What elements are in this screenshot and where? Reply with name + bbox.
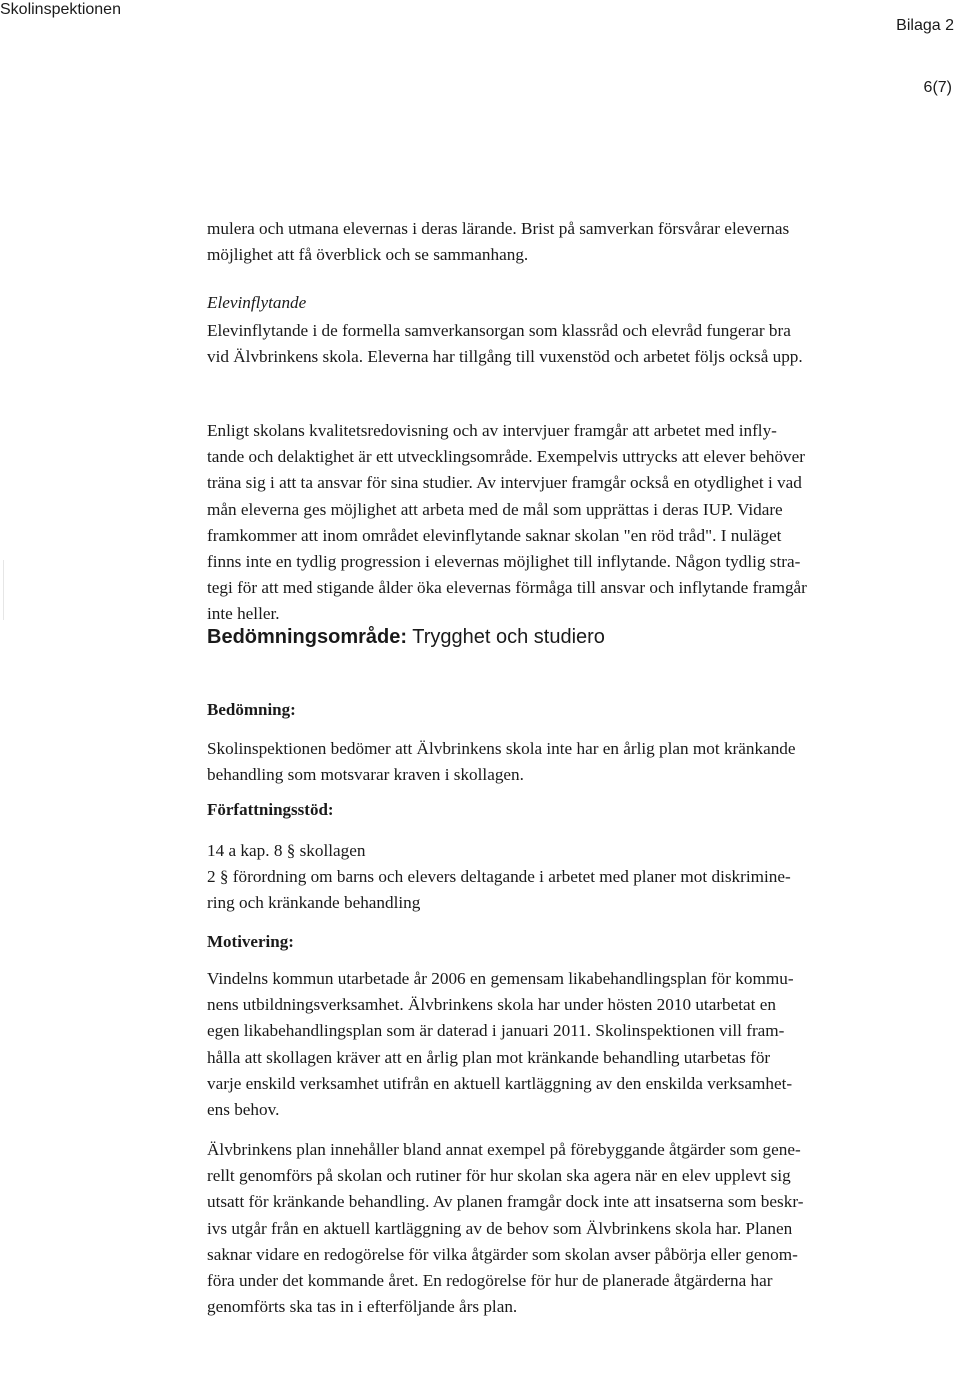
forfattningsstod-references <box>207 838 957 917</box>
motivering-label: Motivering: <box>207 932 294 951</box>
forfattningsstod-label: Författningsstöd: <box>207 800 334 819</box>
elevinflytande-heading: Elevinflytande <box>207 293 307 312</box>
section-title <box>207 624 957 650</box>
motivering-paragraph-2 <box>207 1137 957 1320</box>
page-number: 6(7) <box>923 79 952 96</box>
elevinflytande-text-1: Elevinflytande i de formella samverkansorgan som klassråd och elevråd fungerar bra vid Älvbrinkens skola. Eleverna har tillgång till vuxenstöd och arbetet följs också upp. <box>207 321 803 367</box>
header-appendix: Bilaga 2 <box>896 17 954 34</box>
header-organization: Skolinspektionen <box>0 1 121 18</box>
motivering-text-1: Vindelns kommun utarbetade år 2006 en gemensam likabehandlingsplan för kommu- nens utbildningsverksamhet. Älvbrinkens skola har under hösten 2010 utarbetat en egen likabehandlingsplan som är daterad i januari 2011. Skolinspektionen vill fram- hålla att skollagen kräver att en årlig plan mot kränkande behandling utarbetas för varje enskild verksamhet utifrån en aktuell kartläggning av den enskilda verksamhet- ens behov. <box>207 969 794 1120</box>
motivering-text-2: Älvbrinkens plan innehåller bland annat exempel på förebyggande åtgärder som gene- rellt genomförs på skolan och rutiner för hur skolan ska agera när en elev upplevt sig utsatt för kränkande behandling. Av planen framgår dock inte att insatserna som beskr- ivs utgår från en aktuell kartläggning av de behov som Älvbrinkens skola har. Planen saknar vidare en redogörelse för vilka åtgärder som skolan avser påbörja eller genom- föra under det kommande året. En redogörelse för hur de planerade åtgärderna har genomförts ska tas in i efterföljande års plan. <box>207 1140 804 1317</box>
elevinflytande-paragraph-1 <box>207 318 957 370</box>
bedomning-paragraph <box>207 736 957 788</box>
bedomning-label: Bedömning: <box>207 700 296 719</box>
motivering-paragraph-1 <box>207 966 957 1123</box>
intro-text: mulera och utmana elevernas i deras lärande. Brist på samverkan försvårar elevernas möjlighet att få överblick och se sammanhang. <box>207 219 790 265</box>
intro-paragraph <box>207 216 957 268</box>
forfattningsstod-text: 14 a kap. 8 § skollagen 2 § förordning om barns och elevers deltagande i arbetet med planer mot diskrimine- ring och kränkande behandling <box>207 841 791 913</box>
bedomning-text: Skolinspektionen bedömer att Älvbrinkens skola inte har en årlig plan mot kränkande behandling som motsvarar kraven i skollagen. <box>207 739 796 785</box>
section-label: Bedömningsområde: <box>207 626 408 648</box>
scan-edge-mark <box>3 560 4 620</box>
elevinflytande-text-2: Enligt skolans kvalitetsredovisning och av intervjuer framgår att arbetet med infly- tande och delaktighet är ett utvecklingsområde. Exempelvis uttrycks att elever behöver träna sig i att ta ansvar för sina studier. Av intervjuer framgår också en otydlighet i vad mån eleverna ges möjlighet att arbeta med de mål som upprättas i deras IUP. Vidare framkommer att inom området elevinflytande saknar skolan "en röd tråd". I nuläget finns inte en tydlig progression i elevernas möjlighet till inflytande. Någon tydlig stra- tegi för att med stigande ålder öka elevernas förmåga till ansvar och inflytande framgår inte heller. <box>207 421 807 624</box>
section-name: Trygghet och studiero <box>407 626 605 648</box>
elevinflytande-paragraph-2 <box>207 418 957 628</box>
